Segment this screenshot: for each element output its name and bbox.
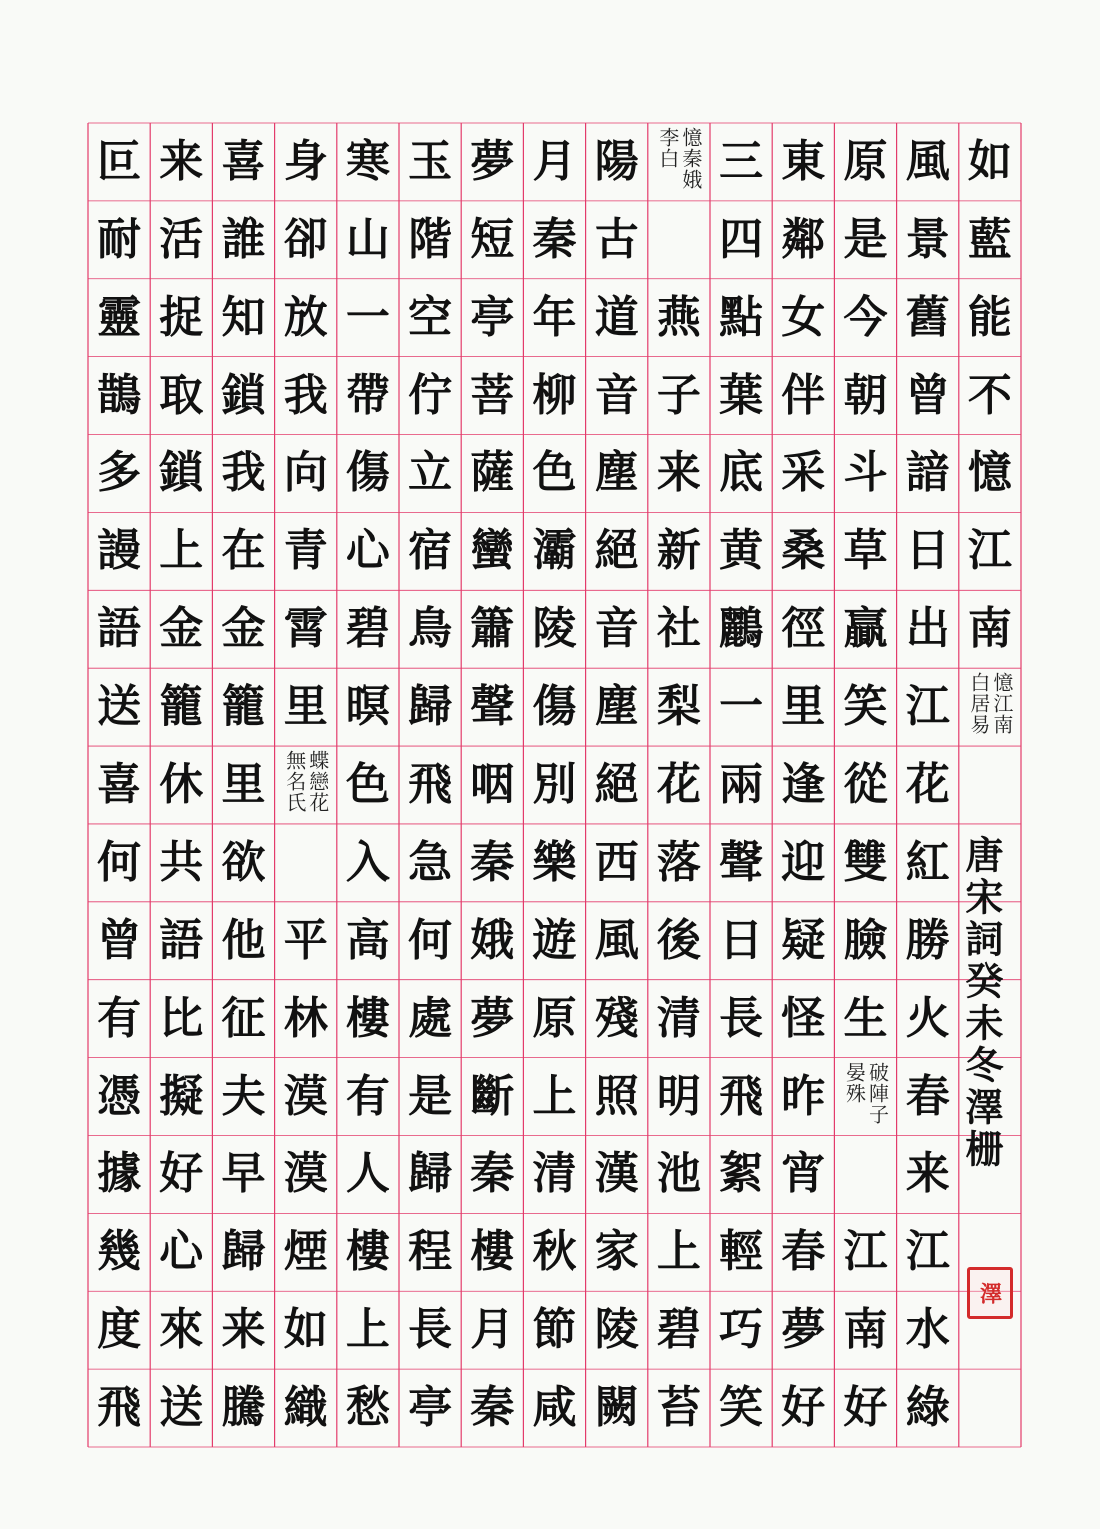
character-cell: 社 [656, 603, 701, 655]
character-cell: 鄰 [781, 213, 826, 265]
character-cell: 飛 [97, 1382, 142, 1434]
character-cell: 道 [594, 291, 639, 343]
character-cell: 日 [719, 914, 764, 966]
note-line: 白居易 [966, 672, 991, 736]
character-cell: 怪 [781, 992, 826, 1044]
character-cell: 水 [905, 1304, 950, 1356]
character-cell: 喜 [97, 758, 142, 810]
character-cell: 苔 [656, 1382, 701, 1434]
seal-stamp: 澤 [967, 1267, 1013, 1319]
character-cell: 舊 [905, 291, 950, 343]
character-cell: 欲 [221, 836, 266, 888]
character-cell: 景 [905, 213, 950, 265]
character-cell: 笑 [719, 1382, 764, 1434]
character-cell: 照 [594, 1070, 639, 1122]
character-cell: 喜 [221, 135, 266, 187]
character-cell: 原 [532, 992, 577, 1044]
text-column [399, 123, 461, 1447]
character-cell: 歸 [221, 1226, 266, 1278]
character-cell: 憑 [97, 1070, 142, 1122]
character-cell: 薩 [470, 447, 515, 499]
character-cell: 飛 [408, 758, 453, 810]
character-cell: 底 [719, 447, 764, 499]
character-cell: 金 [221, 603, 266, 655]
character-cell: 早 [221, 1148, 266, 1200]
character-cell: 籠 [159, 681, 204, 733]
character-cell: 後 [656, 914, 701, 966]
character-cell: 秦 [470, 1148, 515, 1200]
character-cell: 聲 [470, 681, 515, 733]
character-cell: 葉 [719, 369, 764, 421]
character-cell: 歸 [408, 681, 453, 733]
character-cell: 音 [594, 603, 639, 655]
character-cell: 里 [781, 681, 826, 733]
character-cell: 桑 [781, 525, 826, 577]
character-cell: 巧 [719, 1304, 764, 1356]
character-cell: 好 [159, 1148, 204, 1200]
character-cell: 人 [345, 1148, 390, 1200]
character-cell: 處 [408, 992, 453, 1044]
character-cell: 上 [532, 1070, 577, 1122]
character-cell: 燕 [656, 291, 701, 343]
character-cell: 梨 [656, 681, 701, 733]
character-cell: 曾 [97, 914, 142, 966]
character-cell: 籠 [221, 681, 266, 733]
character-cell: 昨 [781, 1070, 826, 1122]
character-cell: 陵 [532, 603, 577, 655]
character-cell: 愁 [345, 1382, 390, 1434]
character-cell: 綠 [905, 1382, 950, 1434]
character-cell: 共 [159, 836, 204, 888]
character-cell: 采 [781, 447, 826, 499]
character-cell: 捉 [159, 291, 204, 343]
character-cell: 長 [719, 992, 764, 1044]
character-cell: 月 [470, 1304, 515, 1356]
character-cell: 據 [97, 1148, 142, 1200]
text-column [772, 123, 834, 1447]
character-cell: 語 [97, 603, 142, 655]
note-line: 憶秦娥 [678, 127, 703, 190]
character-cell: 他 [221, 914, 266, 966]
character-cell: 秦 [470, 836, 515, 888]
character-cell: 菩 [470, 369, 515, 421]
character-cell: 風 [905, 135, 950, 187]
character-cell: 階 [408, 213, 453, 265]
character-cell: 身 [283, 135, 328, 187]
text-column [586, 123, 648, 1447]
text-column [275, 123, 337, 1447]
character-cell: 從 [843, 758, 888, 810]
note-line: 憶江南 [989, 672, 1014, 736]
text-column [523, 123, 585, 1447]
character-cell: 春 [781, 1226, 826, 1278]
character-cell: 知 [221, 291, 266, 343]
character-cell: 度 [97, 1304, 142, 1356]
character-cell: 色 [532, 447, 577, 499]
character-cell: 是 [408, 1070, 453, 1122]
character-cell: 何 [408, 914, 453, 966]
character-cell: 鳥 [408, 603, 453, 655]
note-line: 無名氏 [282, 750, 307, 814]
character-cell: 一 [345, 291, 390, 343]
character-cell: 出 [905, 603, 950, 655]
character-cell: 古 [594, 213, 639, 265]
character-cell: 憶 [967, 447, 1012, 499]
character-cell: 勝 [905, 914, 950, 966]
character-cell: 碧 [656, 1304, 701, 1356]
character-cell: 落 [656, 836, 701, 888]
character-cell: 宵 [781, 1148, 826, 1200]
character-cell: 征 [221, 992, 266, 1044]
character-cell: 生 [843, 992, 888, 1044]
character-cell: 是 [843, 213, 888, 265]
character-cell: 好 [843, 1382, 888, 1434]
character-cell: 咸 [532, 1382, 577, 1434]
character-cell: 在 [221, 525, 266, 577]
character-cell: 江 [843, 1226, 888, 1278]
character-cell: 青 [283, 525, 328, 577]
character-cell: 比 [159, 992, 204, 1044]
character-cell: 我 [221, 447, 266, 499]
character-cell: 碧 [345, 603, 390, 655]
text-column [337, 123, 399, 1447]
character-cell: 江 [905, 1226, 950, 1278]
character-cell: 陵 [594, 1304, 639, 1356]
character-cell: 朝 [843, 369, 888, 421]
character-cell: 曾 [905, 369, 950, 421]
character-cell: 送 [97, 681, 142, 733]
character-cell: 咽 [470, 758, 515, 810]
character-cell: 夢 [470, 135, 515, 187]
character-cell: 放 [283, 291, 328, 343]
character-cell: 織 [283, 1382, 328, 1434]
text-column [212, 123, 274, 1447]
character-cell: 草 [843, 525, 888, 577]
character-cell: 騰 [221, 1382, 266, 1434]
character-cell: 亭 [470, 291, 515, 343]
character-cell: 塵 [594, 681, 639, 733]
character-cell: 聲 [719, 836, 764, 888]
character-cell: 池 [656, 1148, 701, 1200]
character-cell: 夢 [470, 992, 515, 1044]
character-cell: 春 [905, 1070, 950, 1122]
character-cell: 雙 [843, 836, 888, 888]
character-cell: 鎖 [221, 369, 266, 421]
character-cell: 何 [97, 836, 142, 888]
character-cell: 好 [781, 1382, 826, 1434]
character-cell: 誰 [221, 213, 266, 265]
character-cell: 西 [594, 836, 639, 888]
character-cell: 伴 [781, 369, 826, 421]
character-cell: 秦 [470, 1382, 515, 1434]
character-cell: 送 [159, 1382, 204, 1434]
character-cell: 鎖 [159, 447, 204, 499]
character-cell: 兩 [719, 758, 764, 810]
text-column [88, 123, 150, 1447]
character-cell: 休 [159, 758, 204, 810]
character-cell: 短 [470, 213, 515, 265]
character-cell: 来 [221, 1304, 266, 1356]
character-cell: 日 [905, 525, 950, 577]
character-cell: 塵 [594, 447, 639, 499]
character-cell: 能 [967, 291, 1012, 343]
character-cell: 音 [594, 369, 639, 421]
small-note [838, 1062, 892, 1210]
character-cell: 不 [967, 369, 1012, 421]
character-cell: 簫 [470, 603, 515, 655]
character-cell: 殘 [594, 992, 639, 1044]
text-column [897, 123, 959, 1447]
character-cell: 漢 [594, 1148, 639, 1200]
character-cell: 来 [905, 1148, 950, 1200]
character-cell: 立 [408, 447, 453, 499]
character-cell: 煙 [283, 1226, 328, 1278]
character-cell: 江 [967, 525, 1012, 577]
character-cell: 來 [159, 1304, 204, 1356]
note-line: 破陣子 [865, 1061, 890, 1125]
character-cell: 花 [905, 758, 950, 810]
character-cell: 紅 [905, 836, 950, 888]
character-cell: 清 [532, 1148, 577, 1200]
character-cell: 長 [408, 1304, 453, 1356]
character-cell: 江 [905, 681, 950, 733]
character-cell: 灞 [532, 525, 577, 577]
character-cell: 霄 [283, 603, 328, 655]
character-cell: 取 [159, 369, 204, 421]
character-cell: 漠 [283, 1148, 328, 1200]
character-cell: 南 [843, 1304, 888, 1356]
character-cell: 里 [283, 681, 328, 733]
character-cell: 疑 [781, 914, 826, 966]
character-cell: 絮 [719, 1148, 764, 1200]
character-cell: 原 [843, 135, 888, 187]
character-cell: 漠 [283, 1070, 328, 1122]
character-cell: 鸝 [719, 603, 764, 655]
small-note [279, 750, 333, 898]
character-cell: 絕 [594, 525, 639, 577]
character-cell: 高 [345, 914, 390, 966]
character-cell: 贏 [843, 603, 888, 655]
character-cell: 今 [843, 291, 888, 343]
character-cell: 樓 [470, 1226, 515, 1278]
character-cell: 夢 [781, 1304, 826, 1356]
character-cell: 金 [159, 603, 204, 655]
character-cell: 一 [719, 681, 764, 733]
character-cell: 靈 [97, 291, 142, 343]
character-cell: 節 [532, 1304, 577, 1356]
signature: 唐宋詞癸未冬澤栅 [958, 835, 1004, 1171]
character-cell: 耐 [97, 213, 142, 265]
character-cell: 笑 [843, 681, 888, 733]
character-cell: 風 [594, 914, 639, 966]
character-cell: 上 [656, 1226, 701, 1278]
character-cell: 佇 [408, 369, 453, 421]
character-cell: 斷 [470, 1070, 515, 1122]
character-cell: 傷 [345, 447, 390, 499]
character-cell: 點 [719, 291, 764, 343]
character-cell: 向 [283, 447, 328, 499]
character-cell: 活 [159, 213, 204, 265]
character-cell: 四 [719, 213, 764, 265]
character-cell: 卻 [283, 213, 328, 265]
character-cell: 藍 [967, 213, 1012, 265]
character-cell: 月 [532, 135, 577, 187]
character-cell: 花 [656, 758, 701, 810]
character-cell: 玉 [408, 135, 453, 187]
character-cell: 飛 [719, 1070, 764, 1122]
character-cell: 絕 [594, 758, 639, 810]
note-line: 蝶戀花 [305, 750, 330, 814]
small-note [652, 127, 706, 275]
character-cell: 平 [283, 914, 328, 966]
character-cell: 樂 [532, 836, 577, 888]
character-cell: 南 [967, 603, 1012, 655]
note-line: 晏殊 [842, 1061, 867, 1104]
character-cell: 上 [345, 1304, 390, 1356]
character-cell: 遊 [532, 914, 577, 966]
character-cell: 輕 [719, 1226, 764, 1278]
character-cell: 鵲 [97, 369, 142, 421]
character-cell: 別 [532, 758, 577, 810]
character-cell: 柳 [532, 369, 577, 421]
character-cell: 諳 [905, 447, 950, 499]
character-cell: 斗 [843, 447, 888, 499]
character-cell: 子 [656, 369, 701, 421]
character-cell: 来 [159, 135, 204, 187]
character-cell: 清 [656, 992, 701, 1044]
text-column [648, 123, 710, 1447]
character-cell: 暝 [345, 681, 390, 733]
character-cell: 逢 [781, 758, 826, 810]
character-cell: 臉 [843, 914, 888, 966]
character-cell: 歸 [408, 1148, 453, 1200]
character-cell: 闕 [594, 1382, 639, 1434]
character-cell: 空 [408, 291, 453, 343]
character-cell: 帶 [345, 369, 390, 421]
character-cell: 迎 [781, 836, 826, 888]
character-cell: 入 [345, 836, 390, 888]
character-cell: 有 [345, 1070, 390, 1122]
character-cell: 東 [781, 135, 826, 187]
character-cell: 里 [221, 758, 266, 810]
character-cell: 傷 [532, 681, 577, 733]
character-cell: 明 [656, 1070, 701, 1122]
character-cell: 幾 [97, 1226, 142, 1278]
character-cell: 夫 [221, 1070, 266, 1122]
character-cell: 娥 [470, 914, 515, 966]
character-cell: 上 [159, 525, 204, 577]
character-cell: 叵 [97, 135, 142, 187]
character-cell: 多 [97, 447, 142, 499]
character-cell: 家 [594, 1226, 639, 1278]
character-cell: 山 [345, 213, 390, 265]
character-cell: 色 [345, 758, 390, 810]
note-line: 李白 [655, 127, 680, 169]
character-cell: 如 [967, 135, 1012, 187]
character-cell: 年 [532, 291, 577, 343]
character-cell: 蠻 [470, 525, 515, 577]
character-cell: 新 [656, 525, 701, 577]
character-cell: 語 [159, 914, 204, 966]
character-cell: 樓 [345, 992, 390, 1044]
character-cell: 有 [97, 992, 142, 1044]
text-column [959, 123, 1021, 1447]
character-cell: 火 [905, 992, 950, 1044]
character-cell: 徑 [781, 603, 826, 655]
character-cell: 急 [408, 836, 453, 888]
text-column [710, 123, 772, 1447]
character-cell: 三 [719, 135, 764, 187]
small-note [963, 672, 1017, 820]
character-cell: 秦 [532, 213, 577, 265]
character-cell: 宿 [408, 525, 453, 577]
character-cell: 謾 [97, 525, 142, 577]
character-cell: 林 [283, 992, 328, 1044]
character-cell: 黄 [719, 525, 764, 577]
character-cell: 心 [345, 525, 390, 577]
character-cell: 擬 [159, 1070, 204, 1122]
character-cell: 心 [159, 1226, 204, 1278]
character-cell: 来 [656, 447, 701, 499]
text-column [834, 123, 896, 1447]
character-cell: 女 [781, 291, 826, 343]
character-cell: 秋 [532, 1226, 577, 1278]
character-cell: 如 [283, 1304, 328, 1356]
character-cell: 樓 [345, 1226, 390, 1278]
character-cell: 程 [408, 1226, 453, 1278]
character-cell: 我 [283, 369, 328, 421]
character-cell: 亭 [408, 1382, 453, 1434]
text-column [150, 123, 212, 1447]
text-column [461, 123, 523, 1447]
character-cell: 陽 [594, 135, 639, 187]
character-cell: 寒 [345, 135, 390, 187]
